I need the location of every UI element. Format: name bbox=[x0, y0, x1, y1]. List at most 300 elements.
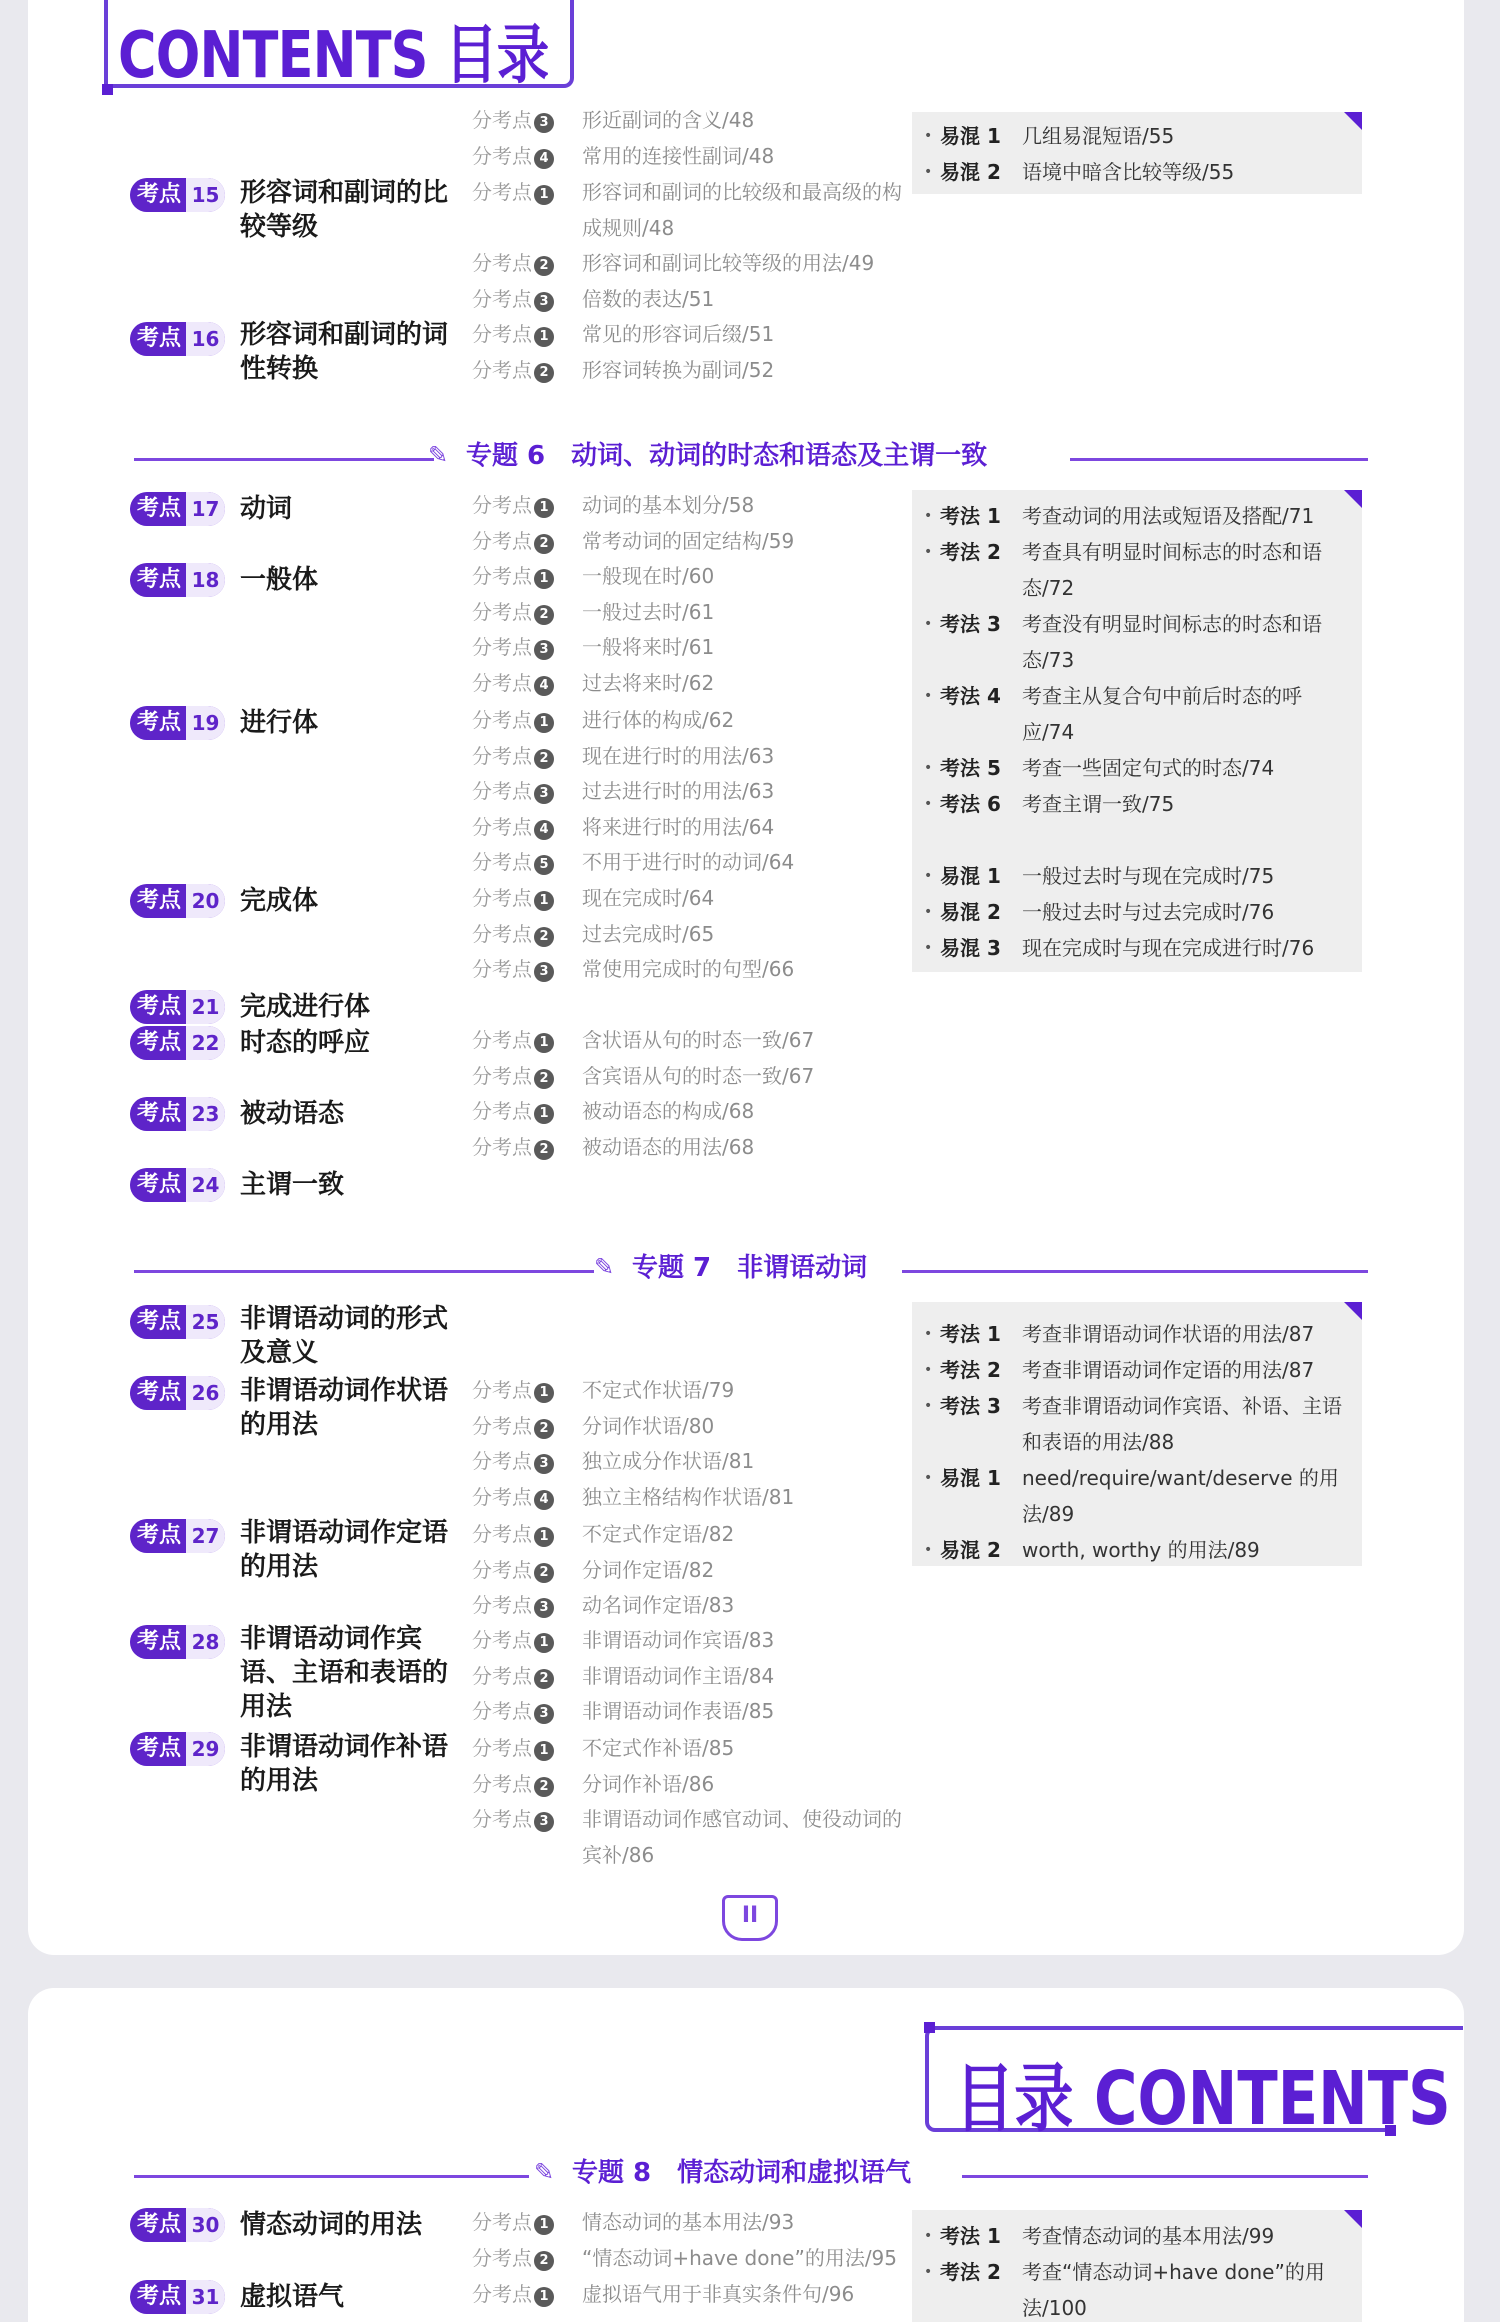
kaodian-label: 考点 bbox=[130, 990, 188, 1024]
kaodian-badge bbox=[130, 1305, 225, 1339]
sub-point-text: 情态动词的基本用法/93 bbox=[582, 2210, 795, 2234]
info-text: 考查具有明显时间标志的时态和语态/72 bbox=[1022, 540, 1322, 600]
sub-point-label-text: 分考点 bbox=[472, 2210, 532, 2234]
sub-point-number: 3 bbox=[534, 1812, 554, 1832]
sub-point-label bbox=[472, 916, 554, 952]
info-text: 考查主谓一致/75 bbox=[1022, 792, 1175, 816]
sub-point-label-text: 分考点 bbox=[472, 528, 532, 553]
sub-point-label bbox=[472, 844, 554, 880]
sub-point-text: 常见的形容词后缀/51 bbox=[582, 322, 775, 346]
sub-point-number: 2 bbox=[534, 2251, 554, 2271]
sub-point-label bbox=[472, 1443, 554, 1479]
sub-point-number: 2 bbox=[534, 1777, 554, 1797]
kaodian-label: 考点 bbox=[130, 1168, 188, 1202]
sub-point-label bbox=[472, 1022, 554, 1058]
kaodian-title: 非谓语动词作补语的用法 bbox=[240, 1732, 449, 1796]
sub-point-text: 现在完成时/64 bbox=[582, 886, 715, 910]
kaodian-badge bbox=[130, 178, 225, 212]
kaodian-title: 完成体 bbox=[240, 886, 319, 916]
info-text: 考查一些固定句式的时态/74 bbox=[1022, 756, 1275, 780]
sub-point-label bbox=[472, 523, 554, 559]
section-line-left bbox=[134, 1270, 594, 1273]
sub-point-label bbox=[472, 1372, 554, 1408]
info-text: 考查非谓语动词作状语的用法/87 bbox=[1022, 1322, 1315, 1346]
kaodian-badge bbox=[130, 1625, 225, 1659]
kaodian-number: 18 bbox=[186, 563, 225, 597]
sub-point-text: 非谓语动词作表语/85 bbox=[582, 1699, 775, 1724]
sub-point-label bbox=[472, 951, 554, 987]
kaodian-badge bbox=[130, 2208, 225, 2242]
sub-point-label bbox=[472, 1479, 554, 1515]
sub-point-label bbox=[472, 809, 554, 845]
sub-point-label bbox=[472, 1658, 554, 1694]
sub-point-text: 倍数的表达/51 bbox=[582, 286, 715, 311]
kaodian-badge bbox=[130, 1097, 225, 1131]
kaodian-number: 16 bbox=[186, 322, 225, 356]
sub-point-label-text: 分考点 bbox=[472, 493, 532, 517]
sub-point-number: 1 bbox=[534, 891, 554, 911]
sub-point-number: 2 bbox=[534, 363, 554, 383]
sub-point-number: 3 bbox=[534, 113, 554, 133]
sub-point-text: 独立成分作状语/81 bbox=[582, 1449, 755, 1474]
sub-point-label-text: 分考点 bbox=[472, 850, 532, 875]
info-text: 一般过去时与现在完成时/75 bbox=[1022, 864, 1275, 888]
section-line-left bbox=[134, 2175, 529, 2178]
sub-point-number: 3 bbox=[534, 784, 554, 804]
kaodian-number: 31 bbox=[186, 2280, 225, 2314]
sub-point-number: 2 bbox=[534, 1419, 554, 1439]
sub-point-label bbox=[472, 1766, 554, 1802]
sub-point-label-text: 分考点 bbox=[472, 599, 532, 624]
info-label: 易混 2 bbox=[940, 1538, 1001, 1562]
info-text: 考查非谓语动词作定语的用法/87 bbox=[1022, 1358, 1315, 1382]
kaodian-badge bbox=[130, 1732, 225, 1766]
sub-point-label bbox=[472, 629, 554, 665]
sub-point-label-text: 分考点 bbox=[472, 564, 532, 588]
bullet-icon: • bbox=[924, 868, 933, 884]
sub-point-number: 3 bbox=[534, 1454, 554, 1474]
info-text: 考查非谓语动词作宾语、补语、主语和表语的用法/88 bbox=[1022, 1394, 1342, 1454]
bullet-icon: • bbox=[924, 1326, 933, 1342]
kaodian-title: 一般体 bbox=[240, 565, 319, 595]
sub-point-text: 动词的基本划分/58 bbox=[582, 493, 755, 517]
sub-point-label-text: 分考点 bbox=[472, 143, 532, 168]
info-text: 考查“情态动词+have done”的用法/100 bbox=[1022, 2260, 1325, 2320]
info-text: 语境中暗含比较等级/55 bbox=[1022, 160, 1235, 184]
sub-point-number: 3 bbox=[534, 292, 554, 312]
page-title-2: 目录 CONTENTS bbox=[955, 2056, 1451, 2142]
page-number-icon: II bbox=[722, 1895, 778, 1941]
info-box bbox=[912, 112, 1362, 194]
sub-point-text: 形近副词的含义/48 bbox=[582, 108, 755, 132]
sub-point-number: 4 bbox=[534, 820, 554, 840]
kaodian-label: 考点 bbox=[130, 322, 188, 356]
section-title: 专题 6 动词、动词的时态和语态及主谓一致 bbox=[466, 441, 988, 471]
sub-point-label bbox=[472, 487, 554, 523]
kaodian-title: 形容词和副词的比较等级 bbox=[240, 178, 449, 242]
sub-point-label-text: 分考点 bbox=[472, 1628, 532, 1652]
sub-point-label bbox=[472, 1622, 554, 1658]
kaodian-label: 考点 bbox=[130, 1097, 188, 1131]
sub-point-number: 1 bbox=[534, 713, 554, 733]
section-icon: ✎ bbox=[534, 2158, 555, 2186]
sub-point-label bbox=[472, 2204, 554, 2240]
sub-point-label bbox=[472, 558, 554, 594]
sub-point-number: 1 bbox=[534, 498, 554, 518]
section-title: 专题 7 非谓语动词 bbox=[632, 1253, 868, 1283]
sub-point-number: 2 bbox=[534, 605, 554, 625]
sub-point-number: 3 bbox=[534, 640, 554, 660]
sub-point-label-text: 分考点 bbox=[472, 670, 532, 695]
sub-point-text: 不定式作补语/85 bbox=[582, 1736, 735, 1760]
sub-point-label-text: 分考点 bbox=[472, 1807, 532, 1832]
sub-point-label-text: 分考点 bbox=[472, 1771, 532, 1796]
kaodian-label: 考点 bbox=[130, 1519, 188, 1553]
sub-point-label bbox=[472, 1587, 554, 1623]
bullet-icon: • bbox=[924, 128, 933, 144]
sub-point-label-text: 分考点 bbox=[472, 1413, 532, 1438]
kaodian-badge bbox=[130, 1376, 225, 1410]
sub-point-text: 将来进行时的用法/64 bbox=[582, 814, 775, 839]
sub-point-label-text: 分考点 bbox=[472, 1593, 532, 1618]
sub-point-label-text: 分考点 bbox=[472, 635, 532, 660]
kaodian-badge bbox=[130, 990, 225, 1024]
kaodian-number: 23 bbox=[186, 1097, 225, 1131]
sub-point-label bbox=[472, 738, 554, 774]
sub-point-label-text: 分考点 bbox=[472, 708, 532, 732]
sub-point-label-text: 分考点 bbox=[472, 251, 532, 276]
page-title: CONTENTS 目录 bbox=[118, 19, 549, 93]
sub-point-label-text: 分考点 bbox=[472, 1522, 532, 1546]
kaodian-number: 19 bbox=[186, 706, 225, 740]
kaodian-title: 主谓一致 bbox=[240, 1170, 345, 1200]
kaodian-title: 情态动词的用法 bbox=[240, 2210, 423, 2240]
sub-point-text: 现在进行时的用法/63 bbox=[582, 743, 775, 768]
kaodian-badge bbox=[130, 2280, 225, 2314]
sub-point-number: 1 bbox=[534, 1033, 554, 1053]
sub-point-label-text: 分考点 bbox=[472, 357, 532, 382]
sub-point-label bbox=[472, 594, 554, 630]
sub-point-label bbox=[472, 281, 554, 317]
sub-point-number: 3 bbox=[534, 1598, 554, 1618]
sub-point-text: 过去将来时/62 bbox=[582, 670, 715, 695]
sub-point-text: 动名词作定语/83 bbox=[582, 1593, 735, 1618]
sub-point-number: 1 bbox=[534, 1633, 554, 1653]
section-line-right bbox=[1070, 458, 1368, 461]
sub-point-number: 2 bbox=[534, 1669, 554, 1689]
info-label: 考法 1 bbox=[940, 2224, 1001, 2248]
kaodian-title: 形容词和副词的词性转换 bbox=[240, 320, 449, 384]
bullet-icon: • bbox=[924, 616, 933, 632]
kaodian-badge bbox=[130, 1026, 225, 1060]
sub-point-text: 不定式作定语/82 bbox=[582, 1522, 735, 1546]
sub-point-number: 1 bbox=[534, 1383, 554, 1403]
bullet-icon: • bbox=[924, 2264, 933, 2280]
sub-point-number: 1 bbox=[534, 185, 554, 205]
sub-point-number: 3 bbox=[534, 1704, 554, 1724]
sub-point-text: 非谓语动词作主语/84 bbox=[582, 1663, 775, 1688]
sub-point-number: 2 bbox=[534, 256, 554, 276]
section-icon: ✎ bbox=[594, 1253, 615, 1281]
sub-point-text: 虚拟语气用于非真实条件句/96 bbox=[582, 2282, 855, 2306]
kaodian-label: 考点 bbox=[130, 492, 188, 526]
sub-point-number: 2 bbox=[534, 749, 554, 769]
sub-point-label bbox=[472, 138, 554, 174]
sub-point-label bbox=[472, 1693, 554, 1729]
kaodian-title: 非谓语动词的形式及意义 bbox=[240, 1304, 449, 1368]
kaodian-label: 考点 bbox=[130, 2208, 188, 2242]
sub-point-number: 1 bbox=[534, 1741, 554, 1761]
sub-point-text: 独立主格结构作状语/81 bbox=[582, 1484, 795, 1509]
kaodian-label: 考点 bbox=[130, 2280, 188, 2314]
sub-point-text: 形容词转换为副词/52 bbox=[582, 357, 775, 382]
section-line-right bbox=[902, 1270, 1368, 1273]
sub-point-number: 4 bbox=[534, 676, 554, 696]
kaodian-number: 28 bbox=[186, 1625, 225, 1659]
sub-point-label-text: 分考点 bbox=[472, 743, 532, 768]
sub-point-label-text: 分考点 bbox=[472, 2282, 532, 2306]
sub-point-label bbox=[472, 2276, 554, 2312]
kaodian-label: 考点 bbox=[130, 884, 188, 918]
info-label: 考法 1 bbox=[940, 1322, 1001, 1346]
kaodian-title: 非谓语动词作宾语、主语和表语的用法 bbox=[240, 1624, 449, 1722]
sub-point-label bbox=[472, 1058, 554, 1094]
sub-point-text: 过去完成时/65 bbox=[582, 921, 715, 946]
kaodian-title: 虚拟语气 bbox=[240, 2282, 345, 2312]
sub-point-text: 一般现在时/60 bbox=[582, 564, 715, 588]
sub-point-label-text: 分考点 bbox=[472, 1484, 532, 1509]
sub-point-label-text: 分考点 bbox=[472, 921, 532, 946]
sub-point-number: 4 bbox=[534, 1490, 554, 1510]
info-label: 考法 6 bbox=[940, 792, 1001, 816]
info-label: 考法 3 bbox=[940, 1394, 1001, 1418]
kaodian-badge bbox=[130, 1168, 225, 1202]
sub-point-text: 一般将来时/61 bbox=[582, 635, 715, 660]
info-text: 考查动词的用法或短语及搭配/71 bbox=[1022, 504, 1315, 528]
kaodian-label: 考点 bbox=[130, 706, 188, 740]
bullet-icon: • bbox=[924, 1542, 933, 1558]
bullet-icon: • bbox=[924, 688, 933, 704]
info-label: 考法 3 bbox=[940, 612, 1001, 636]
sub-point-number: 1 bbox=[534, 569, 554, 589]
sub-point-number: 2 bbox=[534, 927, 554, 947]
sub-point-text: 被动语态的用法/68 bbox=[582, 1134, 755, 1159]
header-dot-2 bbox=[924, 2022, 935, 2033]
section-title: 专题 8 情态动词和虚拟语气 bbox=[572, 2158, 912, 2188]
sub-point-text: 含状语从句的时态一致/67 bbox=[582, 1028, 815, 1052]
bullet-icon: • bbox=[924, 904, 933, 920]
sub-point-label-text: 分考点 bbox=[472, 1063, 532, 1088]
sub-point-text: 一般过去时/61 bbox=[582, 599, 715, 624]
kaodian-label: 考点 bbox=[130, 1305, 188, 1339]
sub-point-label-text: 分考点 bbox=[472, 1736, 532, 1760]
kaodian-badge bbox=[130, 706, 225, 740]
sub-point-label-text: 分考点 bbox=[472, 2245, 532, 2270]
sub-point-label-text: 分考点 bbox=[472, 779, 532, 804]
bullet-icon: • bbox=[924, 164, 933, 180]
kaodian-badge bbox=[130, 884, 225, 918]
sub-point-label bbox=[472, 2240, 554, 2276]
sub-point-label-text: 分考点 bbox=[472, 1378, 532, 1402]
sub-point-label-text: 分考点 bbox=[472, 1028, 532, 1052]
kaodian-label: 考点 bbox=[130, 1376, 188, 1410]
kaodian-number: 26 bbox=[186, 1376, 225, 1410]
sub-point-text: “情态动词+have done”的用法/95 bbox=[582, 2245, 898, 2270]
section-line-right bbox=[962, 2175, 1368, 2178]
sub-point-label-text: 分考点 bbox=[472, 1663, 532, 1688]
sub-point-number: 2 bbox=[534, 1563, 554, 1583]
kaodian-badge bbox=[130, 322, 225, 356]
sub-point-label bbox=[472, 665, 554, 701]
sub-point-text: 被动语态的构成/68 bbox=[582, 1099, 755, 1123]
sub-point-number: 2 bbox=[534, 1069, 554, 1089]
kaodian-number: 24 bbox=[186, 1168, 225, 1202]
sub-point-label-text: 分考点 bbox=[472, 286, 532, 311]
kaodian-label: 考点 bbox=[130, 1026, 188, 1060]
info-text: 考查没有明显时间标志的时态和语态/73 bbox=[1022, 612, 1322, 672]
sub-point-label-text: 分考点 bbox=[472, 108, 532, 132]
sub-point-label bbox=[472, 245, 554, 281]
kaodian-title: 进行体 bbox=[240, 708, 319, 738]
sub-point-text: 常考动词的固定结构/59 bbox=[582, 528, 795, 553]
sub-point-number: 3 bbox=[534, 962, 554, 982]
sub-point-label bbox=[472, 702, 554, 738]
info-text: 一般过去时与过去完成时/76 bbox=[1022, 900, 1275, 924]
kaodian-title: 非谓语动词作状语的用法 bbox=[240, 1376, 449, 1440]
sub-point-number: 1 bbox=[534, 2287, 554, 2307]
bullet-icon: • bbox=[924, 1470, 933, 1486]
info-label: 易混 1 bbox=[940, 1466, 1001, 1490]
sub-point-text: 不定式作状语/79 bbox=[582, 1378, 735, 1402]
sub-point-label bbox=[472, 1552, 554, 1588]
info-label: 易混 3 bbox=[940, 936, 1001, 960]
sub-point-text: 分词作补语/86 bbox=[582, 1771, 715, 1796]
sub-point-text: 常用的连接性副词/48 bbox=[582, 143, 775, 168]
bullet-icon: • bbox=[924, 508, 933, 524]
bullet-icon: • bbox=[924, 1398, 933, 1414]
sub-point-label bbox=[472, 1093, 554, 1129]
sub-point-text: 形容词和副词比较等级的用法/49 bbox=[582, 251, 875, 276]
sub-point-text: 不用于进行时的动词/64 bbox=[582, 850, 795, 875]
info-label: 考法 5 bbox=[940, 756, 1001, 780]
info-label: 考法 1 bbox=[940, 504, 1001, 528]
kaodian-label: 考点 bbox=[130, 1625, 188, 1659]
kaodian-label: 考点 bbox=[130, 178, 188, 212]
sub-point-number: 1 bbox=[534, 1527, 554, 1547]
kaodian-number: 17 bbox=[186, 492, 225, 526]
info-label: 易混 1 bbox=[940, 864, 1001, 888]
sub-point-label bbox=[472, 1730, 554, 1766]
info-label: 考法 4 bbox=[940, 684, 1001, 708]
info-box bbox=[912, 2210, 1362, 2322]
sub-point-text: 进行体的构成/62 bbox=[582, 708, 735, 732]
section-line-left bbox=[134, 458, 434, 461]
kaodian-number: 20 bbox=[186, 884, 225, 918]
kaodian-number: 25 bbox=[186, 1305, 225, 1339]
sub-point-number: 2 bbox=[534, 1140, 554, 1160]
info-box bbox=[912, 1302, 1362, 1566]
kaodian-number: 22 bbox=[186, 1026, 225, 1060]
info-text: 现在完成时与现在完成进行时/76 bbox=[1022, 936, 1315, 960]
info-text: 考查主从复合句中前后时态的呼应/74 bbox=[1022, 684, 1302, 744]
sub-point-text: 常使用完成时的句型/66 bbox=[582, 957, 795, 982]
sub-point-label-text: 分考点 bbox=[472, 180, 532, 204]
sub-point-label bbox=[472, 1129, 554, 1165]
info-text: worth, worthy 的用法/89 bbox=[1022, 1538, 1260, 1562]
sub-point-label-text: 分考点 bbox=[472, 1449, 532, 1474]
sub-point-text: 非谓语动词作宾语/83 bbox=[582, 1628, 775, 1652]
bullet-icon: • bbox=[924, 2228, 933, 2244]
bullet-icon: • bbox=[924, 796, 933, 812]
kaodian-title: 动词 bbox=[240, 494, 293, 524]
sub-point-label-text: 分考点 bbox=[472, 322, 532, 346]
sub-point-number: 4 bbox=[534, 149, 554, 169]
sub-point-label bbox=[472, 773, 554, 809]
info-label: 易混 2 bbox=[940, 160, 1001, 184]
kaodian-title: 被动语态 bbox=[240, 1099, 345, 1129]
kaodian-number: 27 bbox=[186, 1519, 225, 1553]
sub-point-number: 1 bbox=[534, 2215, 554, 2235]
kaodian-label: 考点 bbox=[130, 1732, 188, 1766]
sub-point-label-text: 分考点 bbox=[472, 814, 532, 839]
info-box bbox=[912, 490, 1362, 972]
kaodian-badge bbox=[130, 1519, 225, 1553]
kaodian-title: 时态的呼应 bbox=[240, 1028, 371, 1058]
info-text: 几组易混短语/55 bbox=[1022, 124, 1175, 148]
info-label: 考法 2 bbox=[940, 2260, 1001, 2284]
section-icon: ✎ bbox=[428, 441, 449, 469]
bullet-icon: • bbox=[924, 940, 933, 956]
sub-point-label bbox=[472, 1408, 554, 1444]
info-text: 考查情态动词的基本用法/99 bbox=[1022, 2224, 1275, 2248]
kaodian-number: 15 bbox=[186, 178, 225, 212]
sub-point-label bbox=[472, 174, 554, 210]
sub-point-label-text: 分考点 bbox=[472, 1699, 532, 1724]
kaodian-number: 29 bbox=[186, 1732, 225, 1766]
sub-point-number: 1 bbox=[534, 1104, 554, 1124]
sub-point-label bbox=[472, 880, 554, 916]
sub-point-number: 1 bbox=[534, 327, 554, 347]
sub-point-label bbox=[472, 102, 554, 138]
sub-point-text: 非谓语动词作感官动词、使役动词的宾补/86 bbox=[582, 1807, 902, 1868]
sub-point-label-text: 分考点 bbox=[472, 1134, 532, 1159]
sub-point-label bbox=[472, 1516, 554, 1552]
kaodian-label: 考点 bbox=[130, 563, 188, 597]
sub-point-label-text: 分考点 bbox=[472, 957, 532, 982]
kaodian-badge bbox=[130, 563, 225, 597]
kaodian-badge bbox=[130, 492, 225, 526]
kaodian-title: 非谓语动词作定语的用法 bbox=[240, 1518, 449, 1582]
info-label: 考法 2 bbox=[940, 540, 1001, 564]
sub-point-number: 5 bbox=[534, 855, 554, 875]
sub-point-text: 含宾语从句的时态一致/67 bbox=[582, 1063, 815, 1088]
header-dot bbox=[102, 84, 113, 95]
kaodian-title: 完成进行体 bbox=[240, 992, 371, 1022]
sub-point-label-text: 分考点 bbox=[472, 886, 532, 910]
bullet-icon: • bbox=[924, 760, 933, 776]
info-label: 易混 2 bbox=[940, 900, 1001, 924]
sub-point-label-text: 分考点 bbox=[472, 1099, 532, 1123]
info-label: 考法 2 bbox=[940, 1358, 1001, 1382]
sub-point-text: 分词作定语/82 bbox=[582, 1557, 715, 1582]
bullet-icon: • bbox=[924, 544, 933, 560]
sub-point-text: 分词作状语/80 bbox=[582, 1413, 715, 1438]
kaodian-number: 21 bbox=[186, 990, 225, 1024]
sub-point-text: 过去进行时的用法/63 bbox=[582, 779, 775, 804]
sub-point-label-text: 分考点 bbox=[472, 1557, 532, 1582]
sub-point-label bbox=[472, 316, 554, 352]
sub-point-number: 2 bbox=[534, 534, 554, 554]
